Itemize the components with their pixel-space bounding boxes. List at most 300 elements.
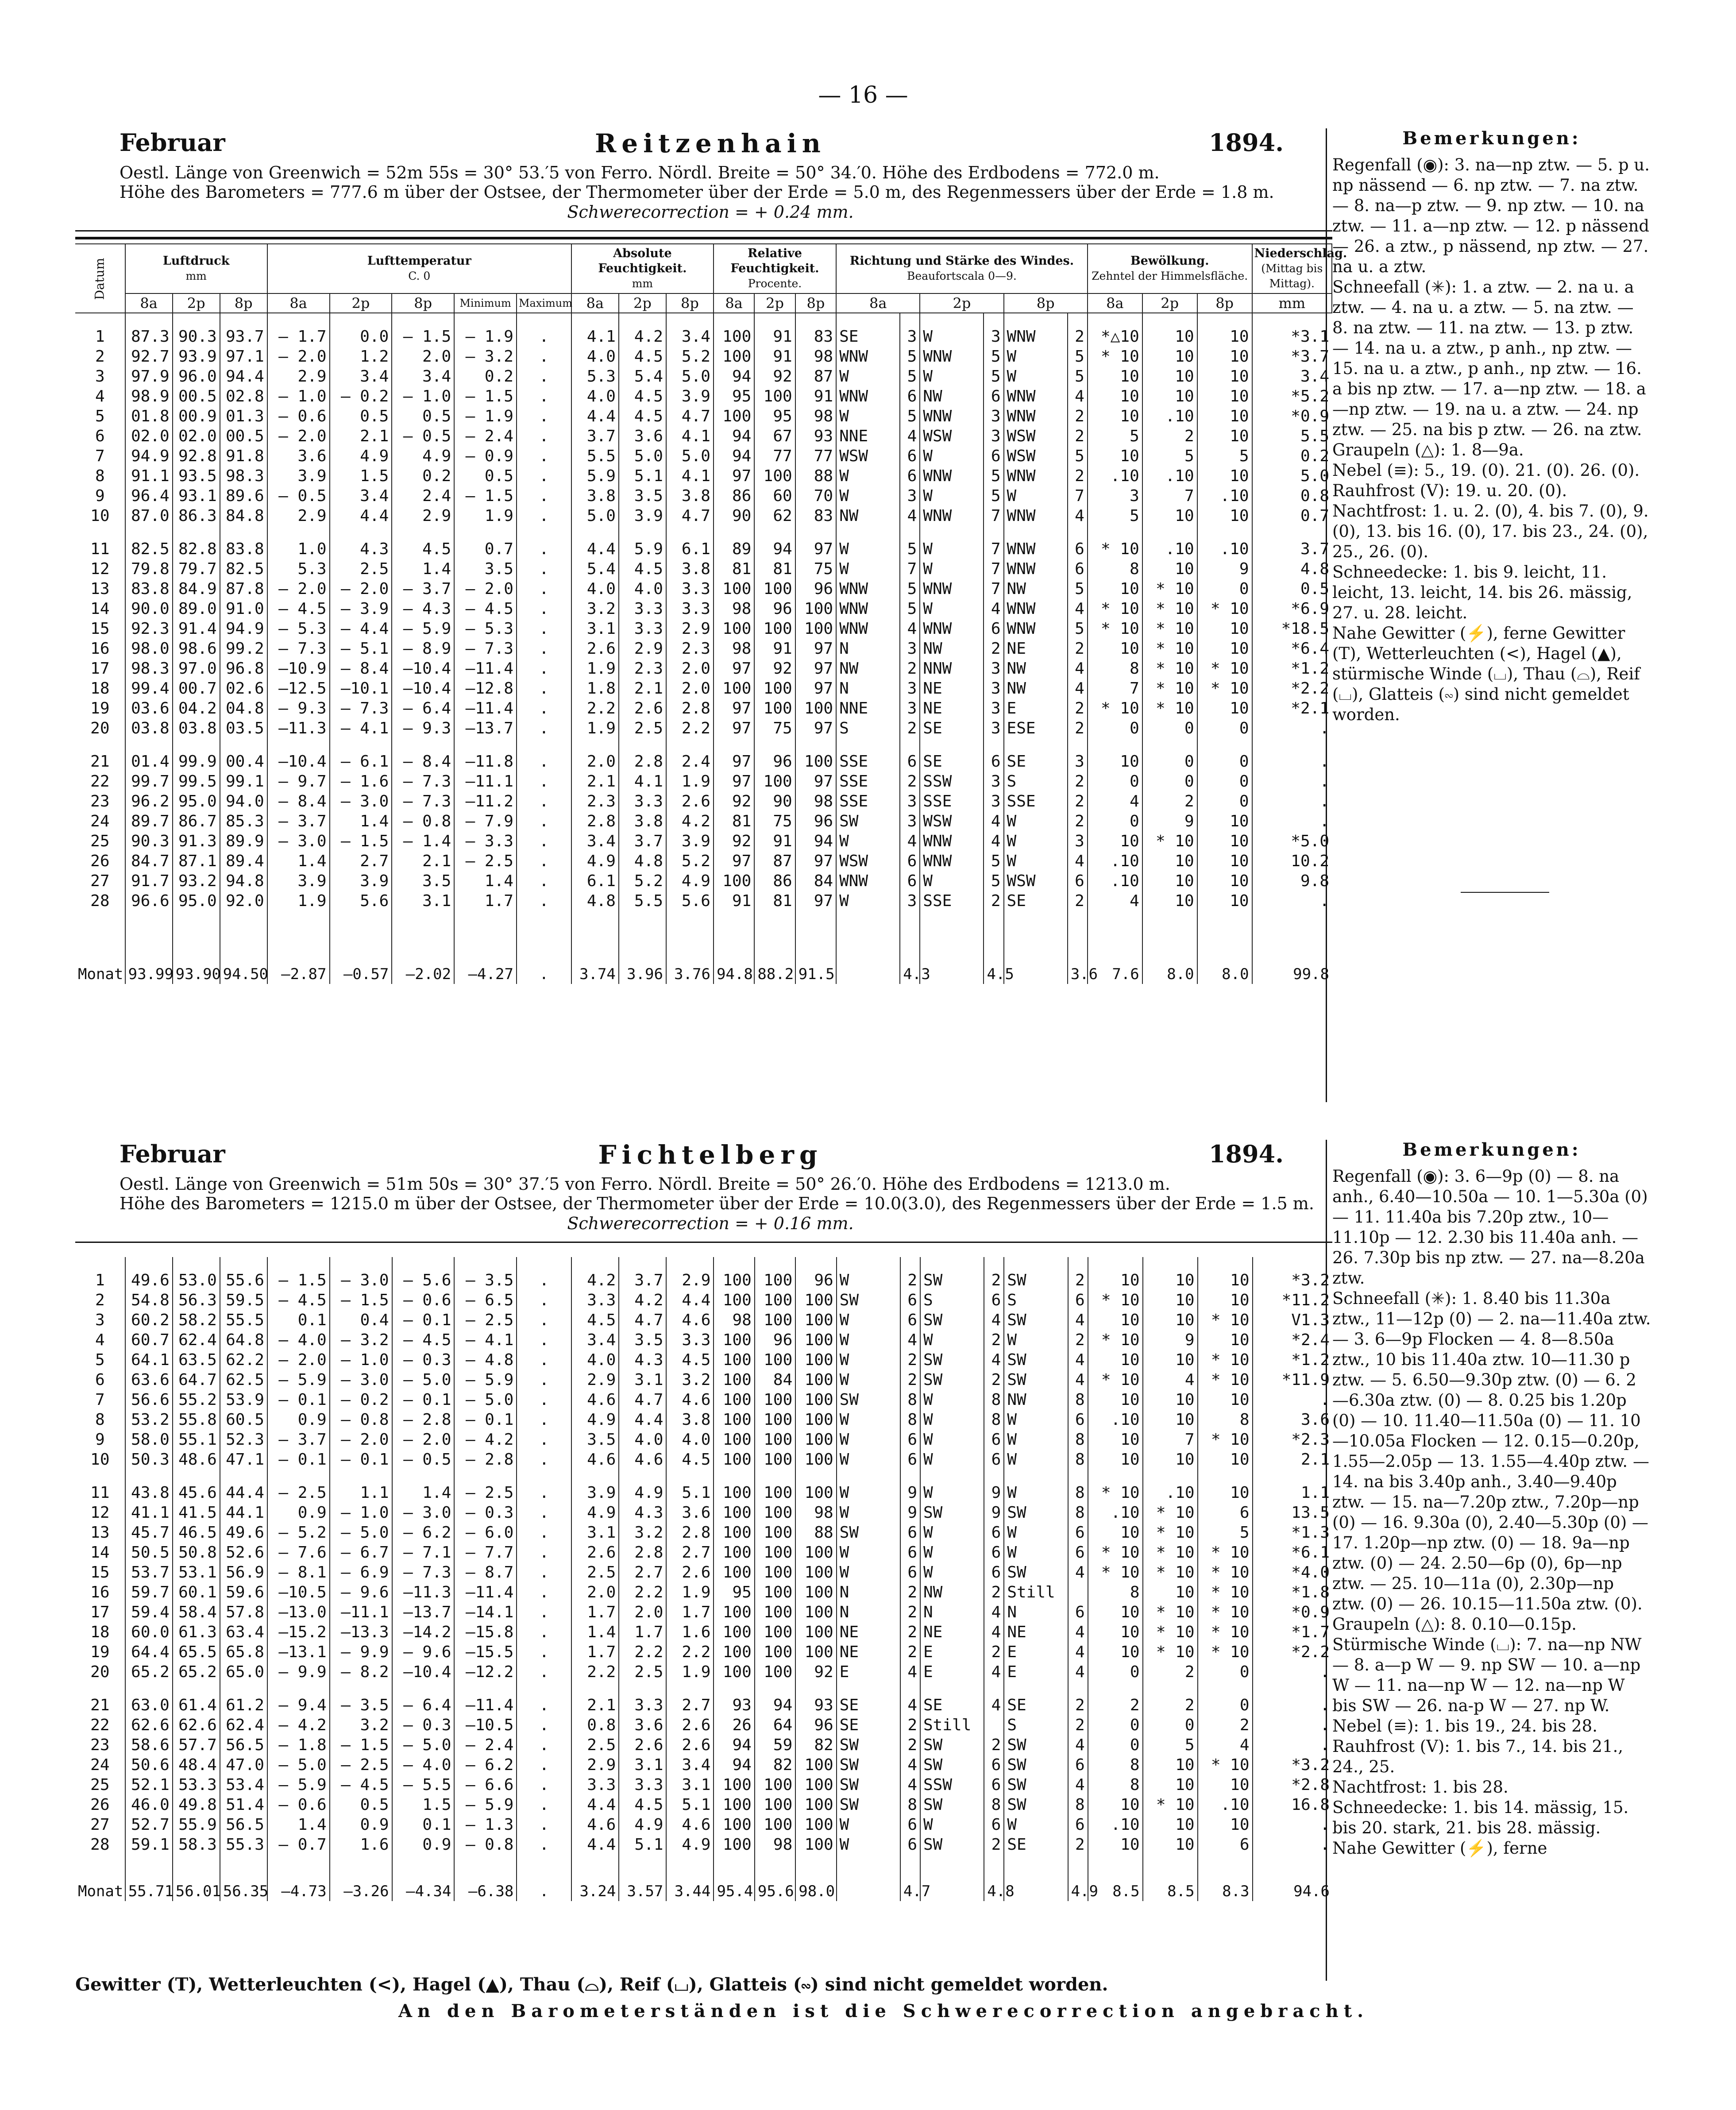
table-cell: 4.3	[330, 539, 392, 559]
table-cell: 3.6	[666, 1503, 714, 1523]
table-cell: 2	[1068, 639, 1088, 659]
table-cell: 5	[95, 1351, 105, 1369]
table-cell: SW	[920, 1503, 984, 1523]
table-cell: 24	[90, 812, 110, 830]
table-cell: 9	[1143, 1330, 1198, 1350]
spacer-row	[75, 924, 1332, 937]
table-cell: 4	[1068, 506, 1088, 526]
table-cell: W	[837, 1310, 900, 1330]
table-cell: — 0.1	[454, 1410, 517, 1430]
table-cell: W	[920, 1390, 984, 1410]
table-cell: N	[920, 1602, 984, 1622]
table-cell: 3	[900, 791, 920, 811]
table-cell: .10	[1088, 1410, 1143, 1430]
table-cell: 1.7	[571, 1602, 619, 1622]
table-cell: 02.8	[220, 386, 267, 406]
table-cell: 00.5	[220, 426, 267, 446]
table-cell: — 1.5	[454, 386, 517, 406]
table-cell: 0.5	[330, 1795, 392, 1815]
table-cell: 2	[900, 1622, 920, 1642]
table-cell: 5	[1197, 446, 1252, 466]
table-cell: 93	[795, 1695, 836, 1715]
table-row	[75, 1503, 1332, 1523]
table-cell: 13.5	[1253, 1503, 1332, 1523]
table-cell: 4.8	[984, 1881, 1004, 1901]
table-cell: .	[1253, 1835, 1332, 1855]
table-cell: 92	[754, 366, 795, 386]
remark-paragraph: Schneedecke: 1. bis 9. leicht, 11. leicht, 13. leicht, 14. bis 26. mässig, 27. u. 28. leicht.	[1332, 563, 1632, 622]
table-cell: 2	[1068, 426, 1088, 446]
table-cell: 16.8	[1253, 1795, 1332, 1815]
table-cell: 3.2	[666, 1370, 714, 1390]
rel-humidity-header: Relative Feuchtigkeit.	[730, 247, 819, 275]
table-cell: 15	[90, 620, 110, 638]
table-cell: 95.0	[173, 791, 220, 811]
table-cell: 82.8	[173, 539, 220, 559]
table-cell: —11.4	[454, 1582, 517, 1602]
table-cell: — 3.5	[454, 1270, 517, 1290]
table-cell: S	[1004, 771, 1068, 791]
table-cell: W	[920, 539, 984, 559]
table-cell: 83.8	[220, 539, 267, 559]
table-cell: —10.4	[267, 752, 330, 771]
table-cell: —12.2	[454, 1662, 517, 1682]
table-cell: .	[517, 1622, 571, 1642]
table-cell: 3.5	[571, 1430, 619, 1450]
table-cell: .	[517, 1642, 571, 1662]
table-cell: 53.2	[125, 1410, 173, 1430]
table-cell: 1.7	[454, 891, 517, 911]
table-cell: 10	[1143, 1815, 1198, 1835]
table-row	[75, 539, 1332, 559]
table-cell: NW	[836, 506, 900, 526]
table-row	[75, 506, 1332, 526]
table-cell: SE	[1004, 891, 1068, 911]
table-cell: 48.6	[173, 1450, 220, 1470]
table-cell: .	[517, 559, 571, 579]
table-cell: .	[1253, 1735, 1332, 1755]
table-cell: 4	[900, 426, 920, 446]
table-cell: — 1.5	[267, 1270, 330, 1290]
table-cell: 94	[754, 539, 795, 559]
table-cell: —15.5	[454, 1642, 517, 1662]
table-cell: 83.8	[125, 579, 173, 599]
table-cell: WNW	[836, 871, 900, 891]
table-cell: 100	[714, 1370, 754, 1390]
table-cell: 8	[1068, 1483, 1088, 1503]
table-cell: 3.6	[619, 426, 666, 446]
table-cell: 98	[714, 639, 754, 659]
table-cell: 94	[714, 426, 754, 446]
table-cell: 100	[754, 619, 795, 639]
table-cell: 99.4	[125, 679, 173, 698]
table-cell: W	[837, 1270, 900, 1290]
table-cell: W	[837, 1450, 900, 1470]
table-cell: 100	[755, 1775, 795, 1795]
spacer-row	[75, 1682, 1332, 1695]
table-cell: — 7.1	[392, 1543, 455, 1562]
table-cell: — 8.4	[267, 791, 330, 811]
station-name: Reitzenhain	[595, 128, 826, 158]
table-cell: — 1.0	[330, 1350, 392, 1370]
table-cell: — 5.0	[454, 1390, 517, 1410]
table-cell: 100	[755, 1270, 795, 1290]
table-cell: S	[1004, 1715, 1068, 1735]
table-cell: — 6.5	[454, 1290, 517, 1310]
table-cell: 91.5	[795, 964, 836, 984]
table-row	[75, 698, 1332, 718]
table-cell: —13.7	[392, 1602, 455, 1622]
monthly-means-row	[75, 964, 1332, 984]
table-cell: 2.1	[571, 771, 619, 791]
table-cell: 2.7	[666, 1543, 714, 1562]
table-cell: W	[837, 1562, 900, 1582]
table-cell: — 3.7	[267, 1430, 330, 1450]
mm-unit: mm	[632, 277, 653, 290]
table-cell: 0	[1088, 1662, 1143, 1682]
table-cell: Monat	[78, 1882, 123, 1900]
gravity-correction: Schwerecorrection = + 0.16 mm.	[567, 1214, 854, 1233]
table-cell: SW	[837, 1795, 900, 1815]
table-cell: .	[1253, 1815, 1332, 1835]
table-cell: W	[1004, 1450, 1068, 1470]
table-cell: 2.2	[619, 1582, 666, 1602]
table-cell: 2.6	[666, 1715, 714, 1735]
table-cell: * 10	[1143, 1523, 1198, 1543]
table-row	[75, 1450, 1332, 1470]
table-cell: — 2.4	[454, 1735, 517, 1755]
table-cell: NE	[920, 679, 984, 698]
table-cell: * 10	[1088, 1330, 1143, 1350]
table-cell: 89.9	[220, 831, 267, 851]
table-cell: W	[920, 871, 984, 891]
table-cell: 5.4	[619, 366, 666, 386]
section-header-reitzenhain	[120, 128, 1301, 222]
table-cell: 10	[1088, 366, 1142, 386]
table-cell: N	[836, 639, 900, 659]
table-cell: .	[517, 1450, 571, 1470]
table-cell: — 1.0	[392, 386, 454, 406]
table-cell: 100	[714, 347, 754, 366]
table-cell: 61.2	[220, 1695, 267, 1715]
table-cell: .	[517, 406, 571, 426]
remarks-fichtelberg	[1332, 1140, 1651, 1859]
table-cell: W	[1004, 1523, 1068, 1543]
table-cell: 86	[714, 486, 754, 506]
table-cell: 3.2	[619, 1523, 666, 1543]
table-cell: 1.9	[666, 771, 714, 791]
table-cell: WSW	[920, 811, 984, 831]
table-cell: .	[517, 1410, 571, 1430]
table-cell: * 10	[1143, 1622, 1198, 1642]
table-cell: W	[920, 1543, 984, 1562]
table-cell: .	[1252, 752, 1332, 771]
table-cell: 4.4	[571, 539, 619, 559]
table-cell: 6	[900, 752, 920, 771]
table-cell: 10	[1088, 639, 1142, 659]
table-cell: 4.5	[984, 964, 1003, 984]
table-cell: — 6.4	[392, 698, 454, 718]
table-cell: NE	[1004, 639, 1068, 659]
table-cell: SW	[920, 1755, 984, 1775]
table-cell: 1.6	[330, 1835, 392, 1855]
table-cell: 20	[90, 719, 110, 737]
table-cell: — 5.9	[454, 1370, 517, 1390]
table-cell: 100	[714, 1835, 754, 1855]
table-cell: 7	[1088, 679, 1142, 698]
table-cell: * 10	[1198, 1642, 1253, 1662]
table-cell: 3.5	[619, 1330, 666, 1350]
table-cell: E	[837, 1662, 900, 1682]
table-cell: SW	[1004, 1562, 1068, 1582]
table-cell: 94.9	[220, 619, 267, 639]
table-cell: .10	[1142, 406, 1197, 426]
table-cell: 92	[714, 831, 754, 851]
table-cell: 60	[754, 486, 795, 506]
table-cell: 2.0	[392, 347, 454, 366]
table-cell: 97	[714, 771, 754, 791]
spacer-row	[75, 951, 1332, 964]
table-cell: 2.4	[666, 752, 714, 771]
table-cell: 81	[714, 811, 754, 831]
table-cell: 5	[984, 347, 1003, 366]
table-row	[75, 1602, 1332, 1622]
table-cell: 8	[1088, 1755, 1143, 1775]
table-cell: W	[920, 327, 984, 347]
table-cell: 5	[1143, 1735, 1198, 1755]
table-row	[75, 679, 1332, 698]
table-cell: 4.8	[1252, 559, 1332, 579]
table-cell: .	[517, 851, 571, 871]
cloud-header: Bewölkung.	[1130, 254, 1209, 268]
table-cell: 100	[795, 1330, 836, 1350]
table-cell: 1.4	[267, 1815, 330, 1835]
table-cell: 100	[755, 1602, 795, 1622]
table-cell: 4	[1068, 599, 1088, 619]
table-cell: 5	[1142, 446, 1197, 466]
table-cell: 3.2	[571, 599, 619, 619]
table-cell: 2	[984, 1370, 1004, 1390]
table-cell: 100	[714, 1642, 754, 1662]
table-cell: 100	[795, 619, 836, 639]
spacer-row	[75, 1470, 1332, 1483]
table-cell: 60.1	[173, 1582, 220, 1602]
table-cell: 4.5	[619, 406, 666, 426]
table-cell: 6	[1068, 1543, 1088, 1562]
table-cell: 6	[95, 427, 105, 445]
table-cell: — 2.8	[454, 1450, 517, 1470]
table-cell: 0.1	[392, 1815, 455, 1835]
table-cell: 99.1	[220, 771, 267, 791]
table-cell: SW	[1004, 1503, 1068, 1523]
table-cell: 5.9	[571, 466, 619, 486]
table-cell: 2.4	[392, 486, 454, 506]
station-name: Fichtelberg	[598, 1140, 823, 1170]
table-row	[75, 1622, 1332, 1642]
table-cell: — 0.2	[330, 386, 392, 406]
table-cell: 81	[754, 891, 795, 911]
table-cell: * 10	[1088, 347, 1142, 366]
table-cell: 10	[1088, 1523, 1143, 1543]
table-cell: 3	[984, 698, 1003, 718]
table-cell: 0.9	[267, 1410, 330, 1430]
table-cell: 10	[1142, 506, 1197, 526]
table-cell: 2.6	[619, 1735, 666, 1755]
table-cell: 7.6	[1088, 964, 1142, 984]
table-cell: 63.4	[220, 1622, 267, 1642]
table-cell: V1.3	[1253, 1310, 1332, 1330]
table-cell: 57.8	[220, 1602, 267, 1622]
table-cell: 03.5	[220, 718, 267, 738]
table-cell: 93.90	[173, 964, 220, 984]
table-cell: * 10	[1198, 1602, 1253, 1622]
table-cell: 7	[984, 579, 1003, 599]
table-cell: * 10	[1143, 1543, 1198, 1562]
table-cell: 02.0	[125, 426, 173, 446]
table-cell: 4.4	[619, 1410, 666, 1430]
table-cell: 4	[1088, 791, 1142, 811]
table-cell: 96	[795, 1715, 836, 1735]
table-cell: * 10	[1088, 698, 1142, 718]
table-cell: * 10	[1198, 1430, 1253, 1450]
table-cell: 84	[795, 871, 836, 891]
table-cell: SE	[1004, 1695, 1068, 1715]
table-cell: — 2.0	[267, 1350, 330, 1370]
table-cell: SSE	[836, 791, 900, 811]
table-cell: —12.5	[267, 679, 330, 698]
table-cell: 5.2	[666, 851, 714, 871]
table-cell: 7	[984, 506, 1003, 526]
table-cell: 0.1	[267, 1310, 330, 1330]
table-cell: 59.6	[220, 1582, 267, 1602]
heights-line: Höhe des Barometers = 1215.0 m über der Ostsee, der Thermometer über der Erde = 10.0(3.0), des Regenmessers über der Erde = 1.5 m.	[120, 1194, 1314, 1213]
table-cell: 2.2	[571, 1662, 619, 1682]
table-cell: — 9.3	[267, 698, 330, 718]
table-cell: 98	[795, 406, 836, 426]
table-cell: 100	[714, 1330, 754, 1350]
table-cell: WNW	[1004, 539, 1068, 559]
table-cell: 44.4	[220, 1483, 267, 1503]
table-cell: 1.7	[571, 1642, 619, 1662]
table-cell: 97.0	[173, 659, 220, 679]
spacer-row	[75, 1257, 1332, 1270]
table-cell: 4.9	[571, 851, 619, 871]
table-cell: — 1.3	[454, 1815, 517, 1835]
table-cell: — 3.0	[392, 1503, 455, 1523]
table-cell: * 10	[1142, 579, 1197, 599]
table-cell: —6.38	[454, 1881, 517, 1901]
table-cell: 8	[1088, 659, 1142, 679]
table-cell: 8	[900, 1390, 920, 1410]
table-cell: 8.5	[1088, 1881, 1143, 1901]
table-cell: * 10	[1088, 539, 1142, 559]
table-cell: 65.8	[220, 1642, 267, 1662]
table-cell: 97	[795, 771, 836, 791]
table-cell: 92	[754, 659, 795, 679]
table-cell: — 3.2	[454, 347, 517, 366]
table-cell: 96.4	[125, 486, 173, 506]
table-cell: 53.0	[173, 1270, 220, 1290]
table-cell: — 6.2	[392, 1523, 455, 1543]
table-cell: NNE	[836, 698, 900, 718]
table-cell: WSW	[836, 446, 900, 466]
table-cell: 2	[984, 1735, 1004, 1755]
table-cell: 86.7	[173, 811, 220, 831]
table-cell: 56.9	[220, 1562, 267, 1582]
table-cell: 100	[754, 698, 795, 718]
table-cell: 3.1	[619, 1755, 666, 1775]
table-row	[75, 659, 1332, 679]
table-cell: 0.5	[454, 466, 517, 486]
table-cell: 93.7	[220, 327, 267, 347]
table-cell: — 8.1	[267, 1562, 330, 1582]
table-cell: .10	[1142, 466, 1197, 486]
table-cell: 10	[1198, 1390, 1253, 1410]
col-8a: 8a	[1088, 293, 1142, 313]
table-cell: 75	[795, 559, 836, 579]
table-cell: 87.0	[125, 506, 173, 526]
table-cell: 100	[795, 752, 836, 771]
table-cell: — 4.5	[392, 1330, 455, 1350]
table-cell: — 4.1	[454, 1330, 517, 1350]
table-cell: —2.87	[267, 964, 330, 984]
table-cell: 97	[795, 891, 836, 911]
table-cell: .	[1253, 1662, 1332, 1682]
table-cell: 1.4	[454, 871, 517, 891]
table-cell: W	[837, 1350, 900, 1370]
table-cell: — 5.1	[330, 639, 392, 659]
table-cell: * 10	[1143, 1562, 1198, 1582]
remark-paragraph: Graupeln (△): 8. 0.10—0.15p.	[1332, 1615, 1577, 1634]
table-cell: 2.5	[571, 1562, 619, 1582]
table-cell: 4.6	[666, 1310, 714, 1330]
table-cell: NW	[1004, 1390, 1068, 1410]
table-cell: W	[836, 559, 900, 579]
table-cell: — 1.8	[267, 1735, 330, 1755]
table-cell: 4.5	[619, 559, 666, 579]
table-cell: — 3.0	[330, 791, 392, 811]
table-cell: — 5.9	[392, 619, 454, 639]
table-cell: 97	[795, 659, 836, 679]
table-cell: — 1.6	[330, 771, 392, 791]
table-cell: 28	[90, 892, 110, 910]
table-cell: WNW	[836, 599, 900, 619]
table-cell: 2	[984, 1642, 1004, 1662]
table-cell: — 6.0	[454, 1523, 517, 1543]
table-cell: 0.9	[392, 1835, 455, 1855]
table-cell: 10	[1088, 831, 1142, 851]
table-cell: SW	[837, 1735, 900, 1755]
table-cell: 1.6	[666, 1622, 714, 1642]
table-cell: —10.5	[267, 1582, 330, 1602]
table-cell: 99.2	[220, 639, 267, 659]
table-cell: 10	[1088, 1270, 1143, 1290]
table-cell: — 2.0	[330, 1430, 392, 1450]
table-cell: 88.2	[754, 964, 795, 984]
table-cell: 4.3	[619, 1503, 666, 1523]
table-cell: .10	[1088, 851, 1142, 871]
table-cell: 59.5	[220, 1290, 267, 1310]
table-cell: — 0.1	[330, 1450, 392, 1470]
table-cell: W	[837, 1370, 900, 1390]
rule	[75, 230, 1332, 231]
table-cell: 4.7	[619, 1390, 666, 1410]
table-cell: 100	[755, 1290, 795, 1310]
table-cell: 00.5	[173, 386, 220, 406]
table-cell: —10.1	[330, 679, 392, 698]
table-cell: — 0.5	[267, 486, 330, 506]
table-cell: 6	[984, 752, 1003, 771]
